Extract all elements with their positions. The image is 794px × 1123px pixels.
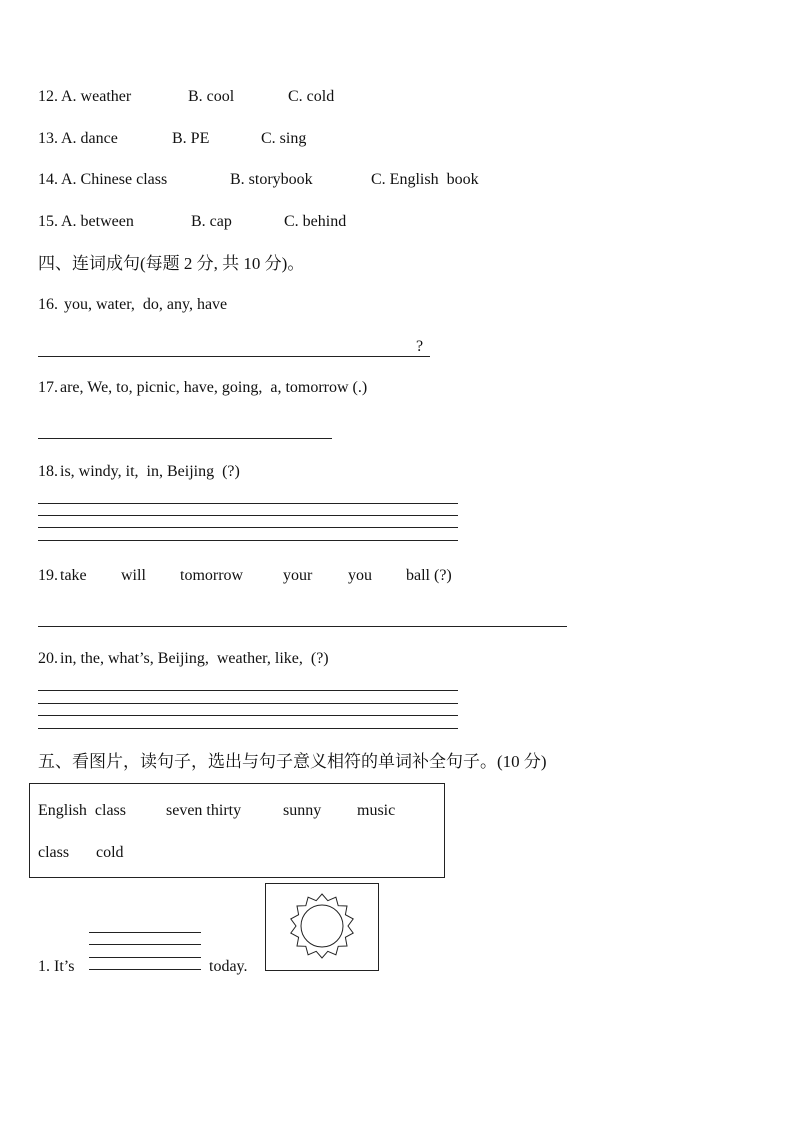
answer-line[interactable] bbox=[38, 626, 567, 627]
sun-icon bbox=[266, 884, 378, 970]
answer-line[interactable] bbox=[89, 944, 201, 945]
picture-box bbox=[265, 883, 379, 971]
word-bank-item: class bbox=[38, 844, 70, 861]
word-bank-item: seven thirty bbox=[166, 802, 242, 819]
option-a: A. Chinese class bbox=[61, 171, 168, 188]
option-a: A. weather bbox=[61, 88, 132, 105]
answer-line[interactable] bbox=[38, 728, 458, 729]
question-mark: ? bbox=[416, 338, 424, 355]
option-b: B. cap bbox=[191, 213, 232, 230]
section-4-heading: 四、连词成句(每题 2 分, 共 10 分)。 bbox=[38, 254, 305, 273]
answer-line[interactable] bbox=[89, 957, 201, 958]
word-bank-item: sunny bbox=[283, 802, 322, 819]
option-b: B. cool bbox=[188, 88, 235, 105]
answer-line[interactable] bbox=[38, 715, 458, 716]
answer-line[interactable] bbox=[38, 690, 458, 691]
word-bank-item: music bbox=[357, 802, 396, 819]
word-your: your bbox=[283, 567, 313, 584]
question-words: are, We, to, picnic, have, going, a, tomorrow (.) bbox=[60, 379, 368, 396]
answer-line[interactable] bbox=[89, 969, 201, 970]
option-c: C. cold bbox=[288, 88, 335, 105]
answer-line[interactable] bbox=[38, 540, 458, 541]
option-b: B. storybook bbox=[230, 171, 313, 188]
question-number: 15. bbox=[38, 213, 58, 230]
question-number: 19. bbox=[38, 567, 58, 584]
option-c: C. sing bbox=[261, 130, 307, 147]
answer-line[interactable] bbox=[38, 703, 458, 704]
question-number: 14. bbox=[38, 171, 58, 188]
word-tomorrow: tomorrow bbox=[180, 567, 244, 584]
option-b: B. PE bbox=[172, 130, 210, 147]
answer-line[interactable] bbox=[38, 527, 458, 528]
answer-line[interactable] bbox=[38, 515, 458, 516]
word-bank bbox=[29, 783, 445, 878]
question-number: 17. bbox=[38, 379, 58, 396]
section-5-heading: 五、看图片，读句子，选出与句子意义相符的单词补全句子。(10 分) bbox=[38, 752, 547, 771]
question-number: 13. bbox=[38, 130, 58, 147]
question-words: is, windy, it, in, Beijing (?) bbox=[60, 463, 240, 480]
question-number: 12. bbox=[38, 88, 58, 105]
option-c: C. behind bbox=[284, 213, 347, 230]
question-words: in, the, what’s, Beijing, weather, like, (?) bbox=[60, 650, 329, 667]
word-bank-item: English class bbox=[38, 802, 126, 819]
option-c: C. English book bbox=[371, 171, 479, 188]
option-a: A. between bbox=[61, 213, 134, 230]
answer-line[interactable] bbox=[38, 503, 458, 504]
answer-line[interactable] bbox=[38, 356, 430, 357]
answer-line[interactable] bbox=[89, 932, 201, 933]
word-will: will bbox=[121, 567, 146, 584]
question-number: 18. bbox=[38, 463, 58, 480]
question-number: 20. bbox=[38, 650, 58, 667]
word-ball: ball (?) bbox=[406, 567, 452, 584]
fill-question-1-suffix: today. bbox=[209, 958, 248, 975]
word-you: you bbox=[348, 567, 372, 584]
fill-question-1-prefix: 1. It’s bbox=[38, 958, 75, 975]
answer-line[interactable] bbox=[38, 438, 332, 439]
question-number: 16. bbox=[38, 296, 58, 313]
word-bank-item: cold bbox=[96, 844, 124, 861]
question-words: you, water, do, any, have bbox=[60, 296, 228, 313]
option-a: A. dance bbox=[61, 130, 118, 147]
word-take: take bbox=[60, 567, 87, 584]
